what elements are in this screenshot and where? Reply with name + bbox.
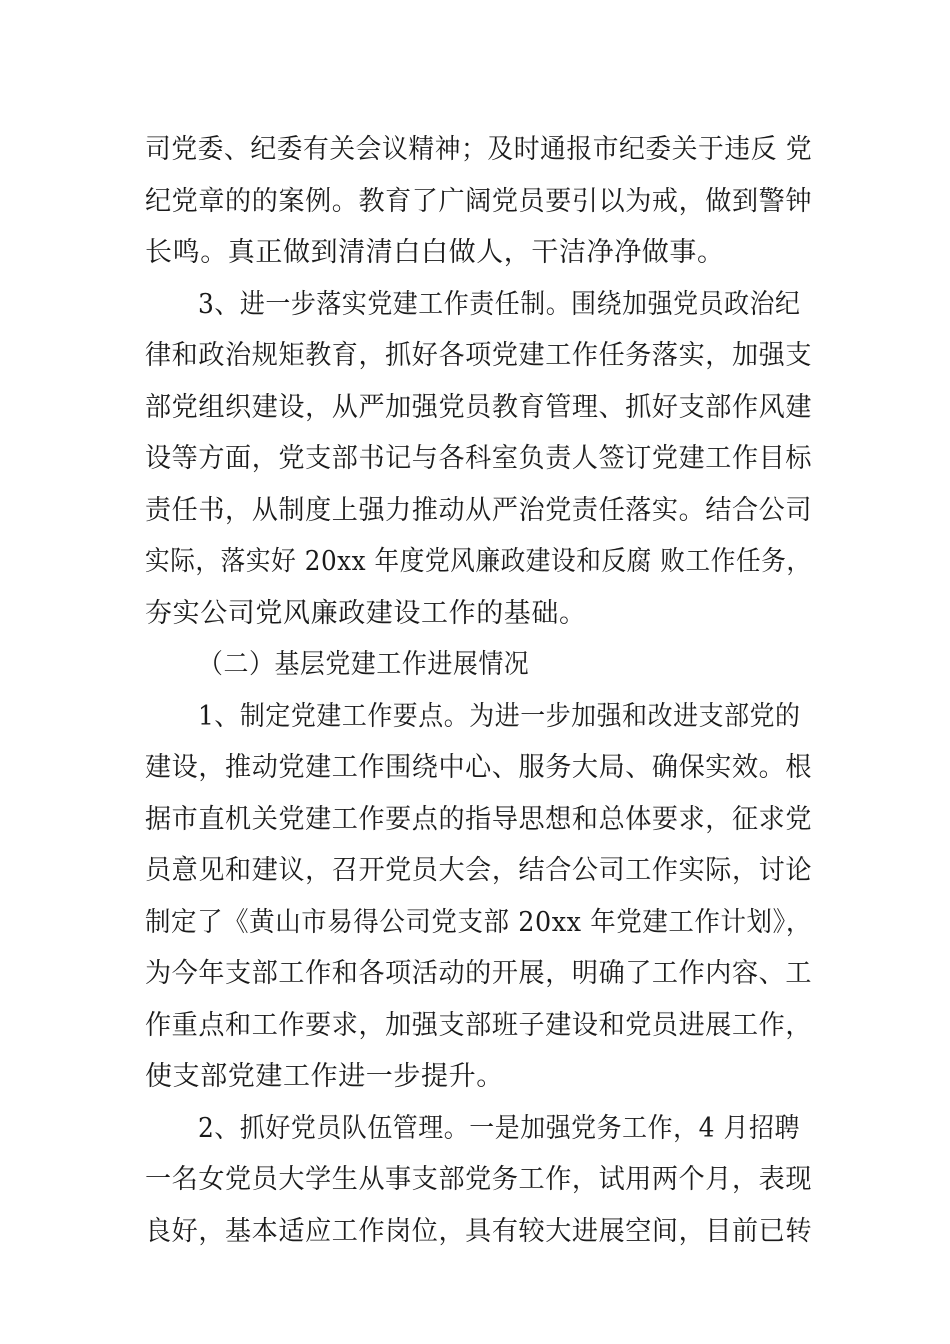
- paragraph-start-line: 1、制定党建工作要点。为进一步加强和改进支部党的: [198, 701, 801, 732]
- text-line: 律和政治规矩教育，抓好各项党建工作任务落实，加强支: [145, 340, 813, 371]
- text-line: 实际，落实好 20xx 年度党风廉政建设和反腐 败工作任务，: [145, 546, 812, 577]
- paragraph-start-line: 3、进一步落实党建工作责任制。围绕加强党员政治纪: [198, 289, 801, 320]
- text-line: 使支部党建工作进一步提升。: [145, 1061, 504, 1092]
- section-heading: （二）基层党建工作进展情况: [198, 649, 530, 680]
- text-line: 纪党章的的案例。教育了广阔党员要引以为戒，做到警钟: [145, 186, 813, 217]
- text-line: 设等方面，党支部书记与各科室负责人签订党建工作目标: [145, 443, 813, 474]
- text-line: 据市直机关党建工作要点的指导思想和总体要求，征求党: [145, 804, 813, 835]
- text-line: 部党组织建设，从严加强党员教育管理、抓好支部作风建: [145, 392, 813, 423]
- text-line: 司党委、纪委有关会议精神；及时通报市纪委关于违反 党: [145, 134, 813, 165]
- text-line: 建设，推动党建工作围绕中心、服务大局、确保实效。根: [145, 752, 813, 783]
- paragraph-start-line: 2、抓好党员队伍管理。一是加强党务工作，4 月招聘: [198, 1113, 800, 1144]
- text-line: 长鸣。真正做到清清白白做人，干洁净净做事。: [145, 237, 725, 268]
- text-line: 责任书，从制度上强力推动从严治党责任落实。结合公司: [145, 495, 813, 526]
- text-line: 一名女党员大学生从事支部党务工作，试用两个月，表现: [145, 1164, 813, 1195]
- text-line: 员意见和建议，召开党员大会，结合公司工作实际，讨论: [145, 855, 813, 886]
- text-line: 良好，基本适应工作岗位，具有较大进展空间，目前已转: [145, 1216, 813, 1247]
- text-line: 为今年支部工作和各项活动的开展，明确了工作内容、工: [145, 958, 813, 989]
- text-line: 作重点和工作要求，加强支部班子建设和党员进展工作，: [145, 1010, 813, 1041]
- text-line: 夯实公司党风廉政建设工作的基础。: [145, 598, 587, 629]
- text-line: 制定了《黄山市易得公司党支部 20xx 年党建工作计划》，: [145, 907, 812, 938]
